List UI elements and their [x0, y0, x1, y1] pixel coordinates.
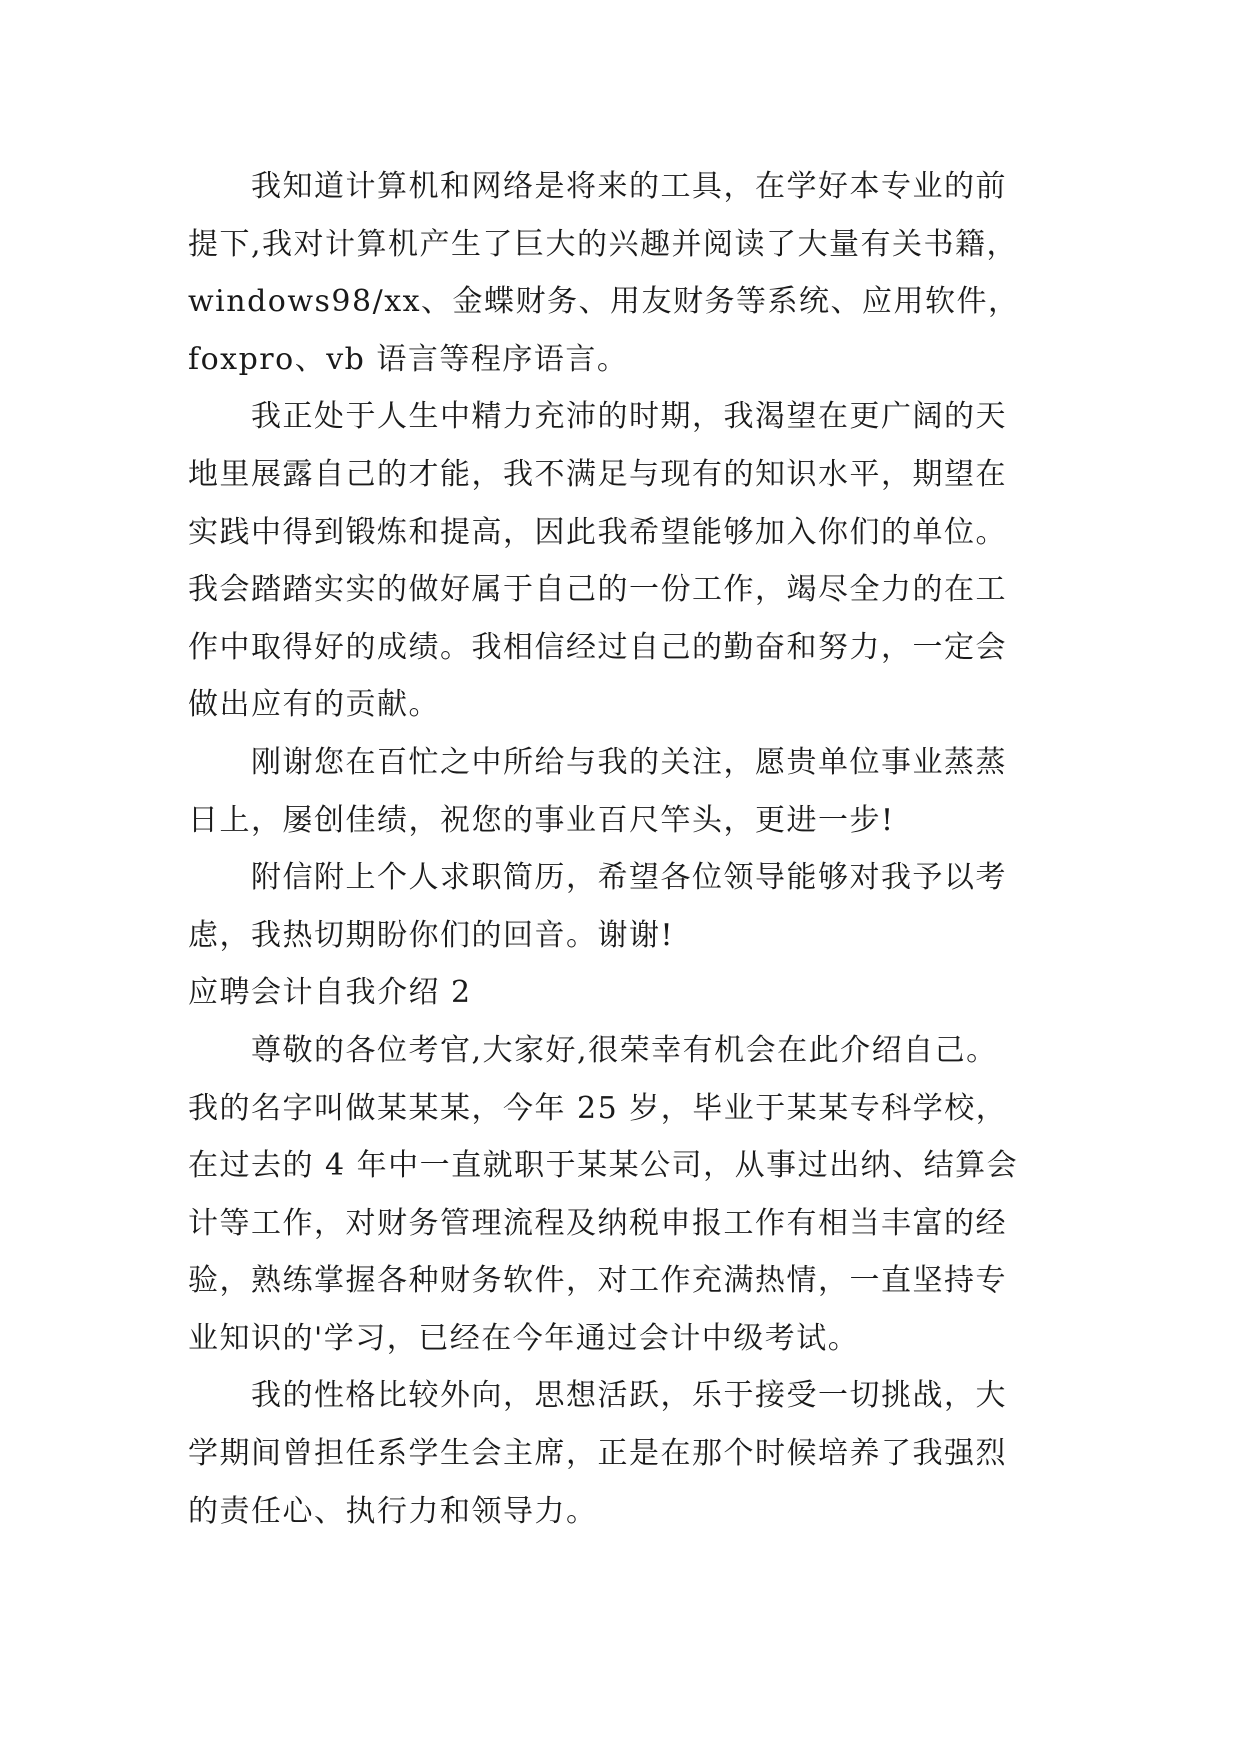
text-line: 附信附上个人求职简历，希望各位领导能够对我予以考 [251, 860, 1007, 896]
text-line: 作中取得好的成绩。我相信经过自己的勤奋和努力，一定会 [188, 629, 1007, 665]
text-line: 尊敬的各位考官,大家好,很荣幸有机会在此介绍自己。 [251, 1032, 998, 1068]
text-line: 我知道计算机和网络是将来的工具，在学好本专业的前 [251, 169, 1007, 204]
text-line: 学期间曾担任系学生会主席，正是在那个时候培养了我强烈 [188, 1436, 1007, 1472]
text-line: 在过去的 4 年中一直就职于某某公司，从事过出纳、结算会 [188, 1148, 1019, 1184]
text-line: windows98/xx、金蝶财务、用友财务等系统、应用软件， [188, 284, 1020, 320]
text-line: 实践中得到锻炼和提高，因此我希望能够加入你们的单位。 [188, 514, 1007, 550]
text-line: 我的名字叫做某某某，今年 25 岁，毕业于某某专科学校， [188, 1090, 1008, 1126]
text-line: 验，熟练掌握各种财务软件，对工作充满热情，一直坚持专 [188, 1263, 1007, 1299]
text-line: 日上，屡创佳绩，祝您的事业百尺竿头，更进一步! [188, 802, 895, 838]
document-body [188, 158, 1088, 1540]
text-line: 做出应有的贡献。 [188, 687, 440, 723]
text-line: 我会踏踏实实的做好属于自己的一份工作，竭尽全力的在工 [188, 572, 1007, 608]
text-line: 虑，我热切期盼你们的回音。谢谢! [188, 917, 675, 953]
text-line: 刚谢您在百忙之中所给与我的关注，愿贵单位事业蒸蒸 [251, 744, 1007, 780]
text-line: 的责任心、执行力和领导力。 [188, 1493, 598, 1529]
text-line: 业知识的'学习，已经在今年通过会计中级考试。 [188, 1320, 860, 1356]
section-heading: 应聘会计自我介绍 2 [188, 975, 472, 1011]
text-line: 计等工作，对财务管理流程及纳税申报工作有相当丰富的经 [188, 1205, 1007, 1241]
text-line: 提下,我对计算机产生了巨大的兴趣并阅读了大量有关书籍， [188, 226, 1019, 262]
text-line: 我正处于人生中精力充沛的时期，我渴望在更广阔的天 [251, 399, 1007, 435]
text-line: foxpro、vb 语言等程序语言。 [188, 341, 629, 377]
text-line: 我的性格比较外向，思想活跃，乐于接受一切挑战，大 [251, 1378, 1007, 1414]
text-line: 地里展露自己的才能，我不满足与现有的知识水平，期望在 [188, 456, 1007, 492]
